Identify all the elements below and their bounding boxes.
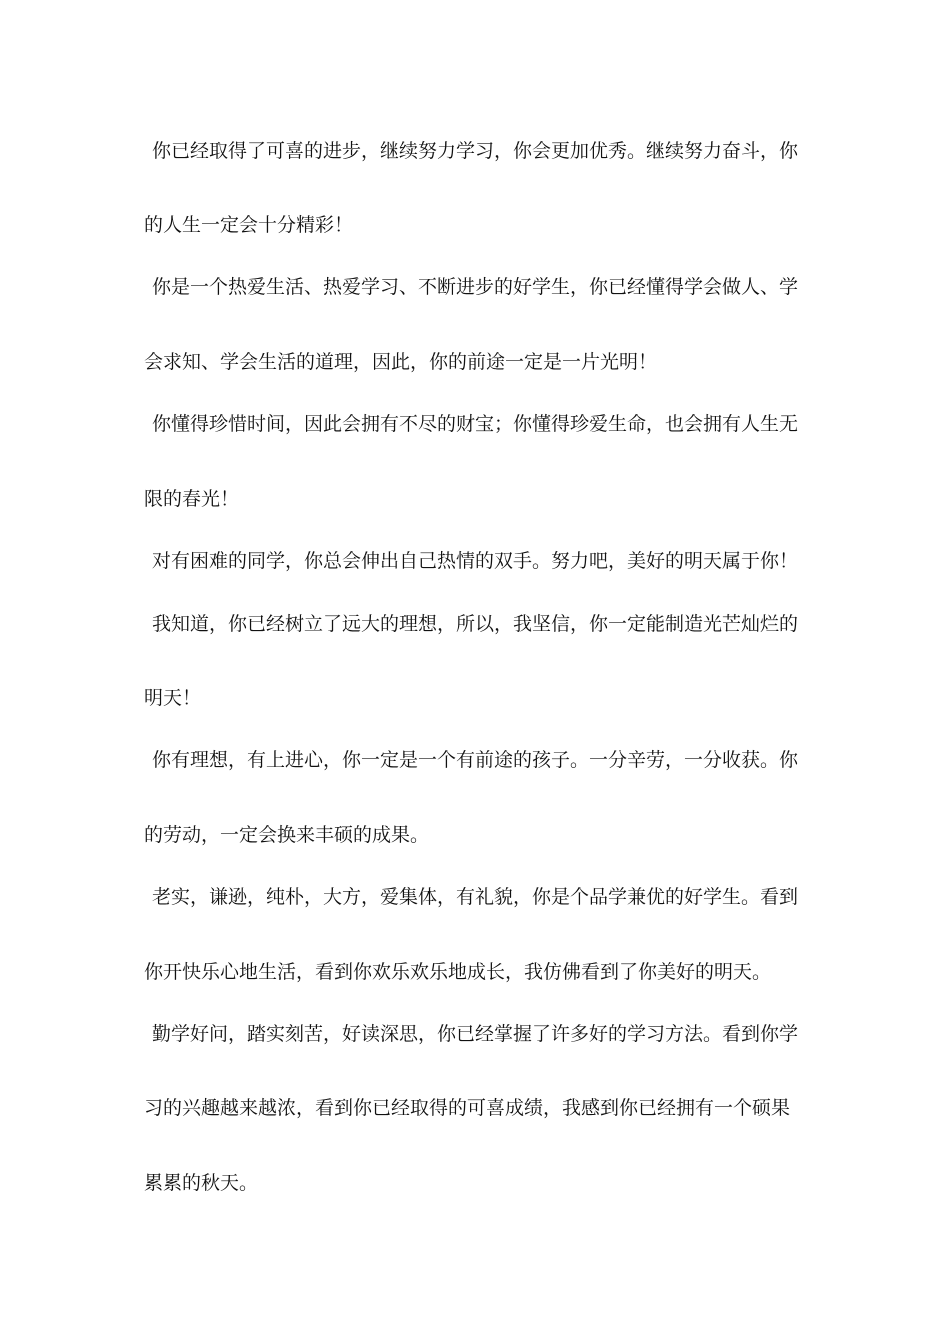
text-line: 的劳动，一定会换来丰硕的成果。 <box>144 824 430 846</box>
text-line: 累累的秋天。 <box>144 1172 259 1194</box>
text-line: 会求知、学会生活的道理，因此，你的前途一定是一片光明！ <box>144 351 658 373</box>
text-line: 你懂得珍惜时间，因此会拥有不尽的财宝；你懂得珍爱生命，也会拥有人生无 <box>152 413 799 435</box>
text-line: 你已经取得了可喜的进步，继续努力学习，你会更加优秀。继续努力奋斗，你 <box>152 140 799 162</box>
text-line: 习的兴趣越来越浓，看到你已经取得的可喜成绩，我感到你已经拥有一个硕果 <box>144 1097 791 1119</box>
text-line: 限的春光！ <box>144 488 240 510</box>
text-line: 我知道，你已经树立了远大的理想，所以，我坚信，你一定能制造光芒灿烂的 <box>152 613 799 635</box>
text-line: 明天！ <box>144 687 202 709</box>
text-line: 你是一个热爱生活、热爱学习、不断进步的好学生，你已经懂得学会做人、学 <box>152 276 799 298</box>
text-line: 对有困难的同学，你总会伸出自己热情的双手。努力吧，美好的明天属于你！ <box>152 550 799 572</box>
text-line: 的人生一定会十分精彩！ <box>144 214 354 236</box>
text-line: 勤学好问，踏实刻苦，好读深思，你已经掌握了许多好的学习方法。看到你学 <box>152 1023 799 1045</box>
text-line: 你有理想，有上进心，你一定是一个有前途的孩子。一分辛劳，一分收获。你 <box>152 749 799 771</box>
text-line: 老实，谦逊，纯朴，大方，爱集体，有礼貌，你是个品学兼优的好学生。看到 <box>152 886 799 908</box>
text-line: 你开快乐心地生活，看到你欢乐欢乐地成长，我仿佛看到了你美好的明天。 <box>144 961 772 983</box>
